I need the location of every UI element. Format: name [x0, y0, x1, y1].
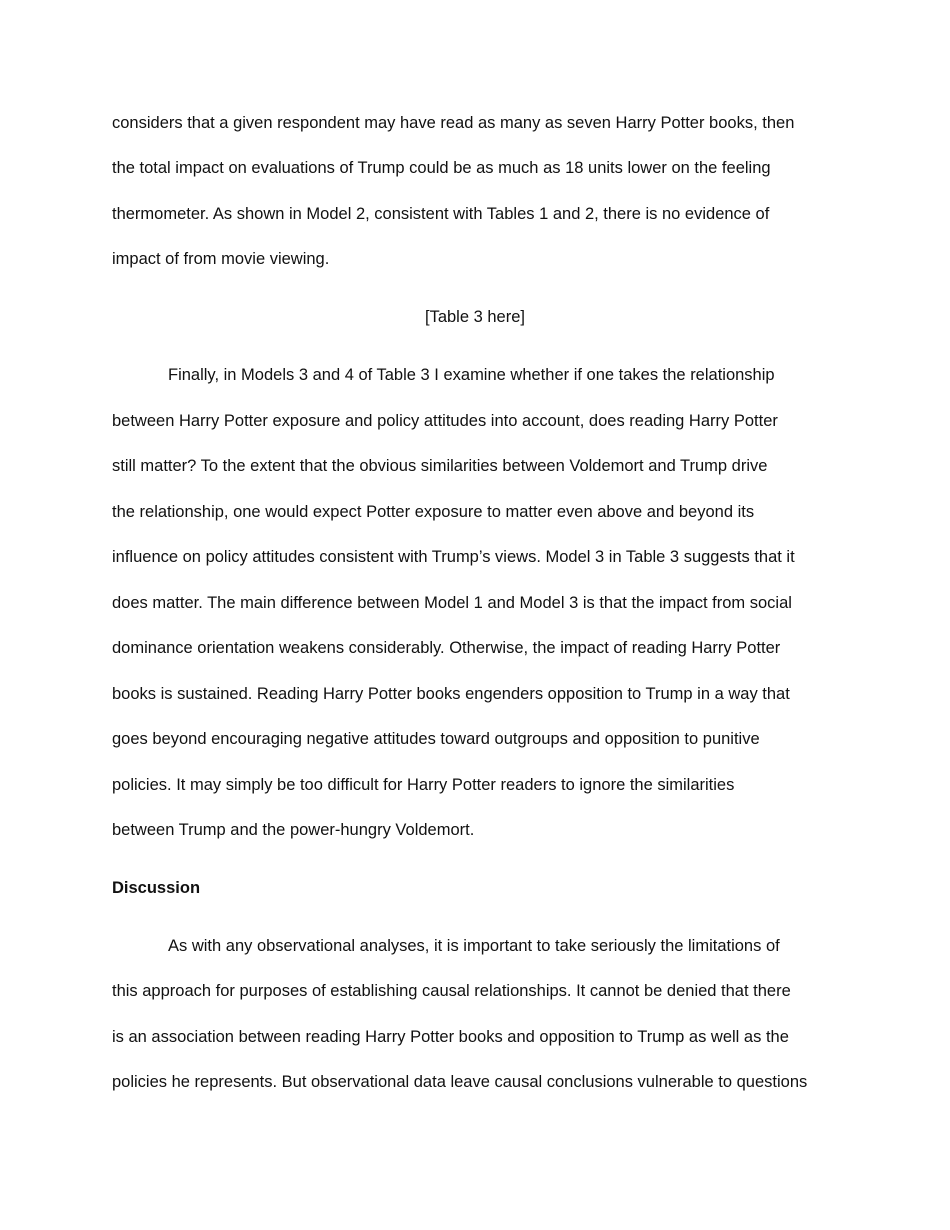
paragraph-line: influence on policy attitudes consistent with Trump’s views. Model 3 in Table 3 suggests that it — [112, 548, 795, 566]
paragraph-line: the relationship, one would expect Potter exposure to matter even above and beyond its — [112, 503, 755, 521]
paragraph-line: between Harry Potter exposure and policy attitudes into account, does reading Harry Potter — [112, 412, 778, 430]
paragraph-line: policies he represents. But observational data leave causal conclusions vulnerable to questions — [112, 1073, 808, 1091]
paragraph-line: goes beyond encouraging negative attitudes toward outgroups and opposition to punitive — [112, 730, 760, 748]
paragraph-line: Finally, in Models 3 and 4 of Table 3 I examine whether if one takes the relationship — [168, 366, 775, 384]
paragraph-line: impact of from movie viewing. — [112, 250, 330, 268]
paragraph-line: between Trump and the power-hungry Voldemort. — [112, 821, 475, 839]
paragraph-line: As with any observational analyses, it is important to take seriously the limitations of — [168, 937, 780, 955]
paragraph-line: still matter? To the extent that the obvious similarities between Voldemort and Trump drive — [112, 457, 768, 475]
paragraph-line: this approach for purposes of establishing causal relationships. It cannot be denied that there — [112, 982, 791, 1000]
table-placeholder: [Table 3 here] — [425, 308, 525, 326]
paragraph-line: considers that a given respondent may have read as many as seven Harry Potter books, then — [112, 114, 795, 132]
paragraph-line: dominance orientation weakens considerably. Otherwise, the impact of reading Harry Potter — [112, 639, 781, 657]
paragraph-line: thermometer. As shown in Model 2, consistent with Tables 1 and 2, there is no evidence of — [112, 205, 770, 223]
paragraph-line: policies. It may simply be too difficult for Harry Potter readers to ignore the similarities — [112, 776, 735, 794]
paragraph-line: does matter. The main difference between Model 1 and Model 3 is that the impact from social — [112, 594, 792, 612]
section-heading: Discussion — [112, 879, 201, 897]
paragraph-line: is an association between reading Harry Potter books and opposition to Trump as well as the — [112, 1028, 789, 1046]
paragraph-line: books is sustained. Reading Harry Potter books engenders opposition to Trump in a way that — [112, 685, 790, 703]
paragraph-line: the total impact on evaluations of Trump could be as much as 18 units lower on the feeling — [112, 159, 771, 177]
